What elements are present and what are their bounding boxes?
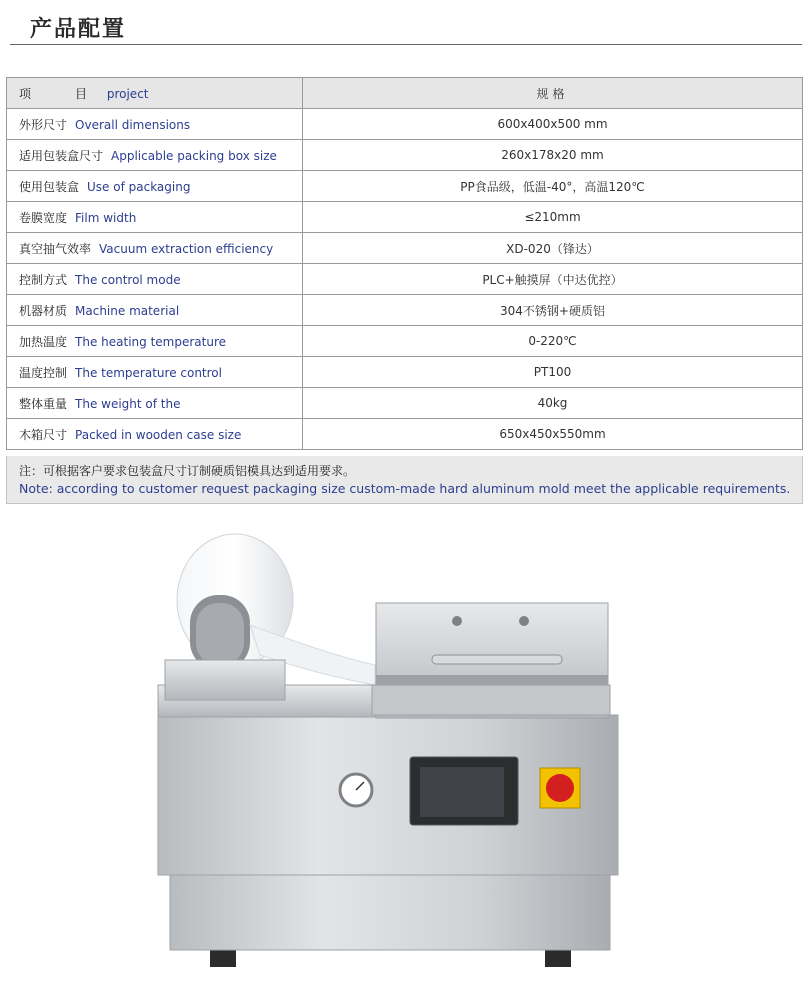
- row-label-zh: 整体重量: [19, 396, 68, 411]
- row-label-cell: [7, 202, 303, 233]
- table-row: [7, 419, 803, 450]
- row-label-en: Machine material: [75, 303, 180, 318]
- row-value: ≤210mm: [303, 202, 803, 233]
- row-label-zh: 木箱尺寸: [19, 427, 68, 442]
- touch-screen: [410, 757, 518, 825]
- row-label-zh: 使用包装盒: [19, 179, 80, 194]
- machine-base: [170, 870, 610, 950]
- row-label-zh: 外形尺寸: [19, 117, 68, 132]
- table-row: [7, 109, 803, 140]
- row-label-zh: 温度控制: [19, 365, 68, 380]
- row-label-en: The control mode: [75, 272, 181, 287]
- row-label-cell: [7, 171, 303, 202]
- note-box: [6, 456, 803, 504]
- machine-illustration: [150, 525, 630, 995]
- row-value: PP食品级，低温-40°，高温120℃: [303, 171, 803, 202]
- row-label-en: Packed in wooden case size: [75, 427, 242, 442]
- row-label-zh: 控制方式: [19, 272, 68, 287]
- row-label-zh: 卷膜宽度: [19, 210, 68, 225]
- row-label-zh: 机器材质: [19, 303, 68, 318]
- row-label-cell: [7, 388, 303, 419]
- table-row: [7, 295, 803, 326]
- lid-handle: [432, 655, 562, 664]
- table-header-row: [7, 78, 803, 109]
- row-value: PLC+触摸屏（中达优控）: [303, 264, 803, 295]
- table-row: [7, 357, 803, 388]
- table-row: [7, 264, 803, 295]
- roll-bracket: [165, 660, 285, 700]
- lid-knob-left: [452, 616, 462, 626]
- header-item-zh: 项 目: [19, 86, 104, 101]
- note-zh: 注：可根据客户要求包装盒尺寸订制硬质铝模具达到适用要求。: [19, 464, 356, 478]
- row-label-en: Use of packaging: [87, 179, 191, 194]
- header-item-cell: [7, 78, 303, 109]
- lid-knob-right: [519, 616, 529, 626]
- row-label-en: The weight of the: [75, 396, 181, 411]
- row-value: 650x450x550mm: [303, 419, 803, 450]
- vacuum-gauge: [340, 774, 372, 806]
- emergency-stop-button: [540, 768, 580, 808]
- header-spec-cell: 规格: [303, 78, 803, 109]
- row-label-en: Overall dimensions: [75, 117, 191, 132]
- row-label-cell: [7, 140, 303, 171]
- row-label-en: The heating temperature: [75, 334, 226, 349]
- note-en: Note: according to customer request packaging size custom-made hard aluminum mold meet the applicable requirements.: [19, 481, 791, 496]
- row-value: 40kg: [303, 388, 803, 419]
- row-label-cell: [7, 233, 303, 264]
- row-value: PT100: [303, 357, 803, 388]
- table-row: [7, 233, 803, 264]
- row-label-zh: 适用包装盒尺寸: [19, 148, 104, 163]
- table-row: [7, 388, 803, 419]
- row-label-zh: 真空抽气效率: [19, 241, 92, 256]
- spec-table: [6, 77, 803, 450]
- row-label-en: Applicable packing box size: [111, 148, 277, 163]
- row-label-cell: [7, 326, 303, 357]
- row-value: 600x400x500 mm: [303, 109, 803, 140]
- table-row: [7, 326, 803, 357]
- row-label-cell: [7, 357, 303, 388]
- row-label-cell: [7, 264, 303, 295]
- header-item-en: project: [106, 86, 149, 101]
- row-label-cell: [7, 109, 303, 140]
- table-row: [7, 202, 803, 233]
- row-label-cell: [7, 295, 303, 326]
- row-value: 0-220℃: [303, 326, 803, 357]
- row-value: 260x178x20 mm: [303, 140, 803, 171]
- row-label-en: Vacuum extraction efficiency: [99, 241, 274, 256]
- row-label-en: Film width: [75, 210, 137, 225]
- row-value: XD-020（锋达）: [303, 233, 803, 264]
- section-header: [10, 8, 802, 45]
- row-label-en: The temperature control: [75, 365, 222, 380]
- row-label-zh: 加热温度: [19, 334, 68, 349]
- row-value: 304不锈钢+硬质铝: [303, 295, 803, 326]
- section-title: 产品配置: [30, 17, 127, 42]
- row-label-cell: [7, 419, 303, 450]
- table-row: [7, 140, 803, 171]
- table-row: [7, 171, 803, 202]
